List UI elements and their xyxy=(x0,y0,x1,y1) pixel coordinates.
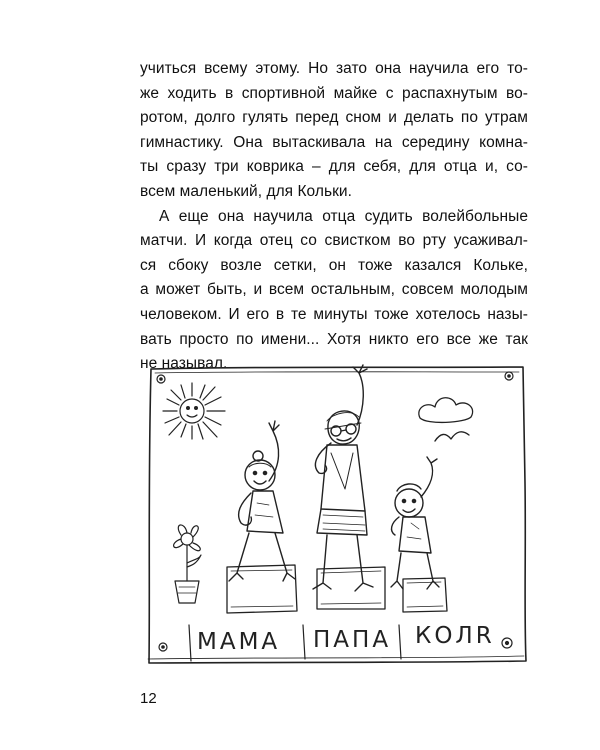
text-line: не называл. xyxy=(140,355,228,373)
text-line: а может быть, и всем остальным, совсем молодым xyxy=(140,281,528,299)
label-papa: ПАПА xyxy=(313,627,392,653)
text-line: всем маленький, для Кольки. xyxy=(140,182,352,200)
text-line: же ходить в спортивной майке с распахнутым во- xyxy=(140,84,528,102)
text-line: ротом, долго гулять перед сном и делать по утрам xyxy=(140,109,528,127)
flower-drawing xyxy=(174,525,201,603)
text-line: матчи. И когда отец со свистком во рту усаживал- xyxy=(140,232,528,250)
text-line: учиться всему этому. Но зато она научила его то- xyxy=(140,60,528,77)
paragraph-1 xyxy=(140,57,528,205)
cloud-drawing xyxy=(419,398,473,423)
text-line: человеком. И его в те минуты тоже хотелось назы- xyxy=(140,305,528,323)
text-line: гимнастику. Она вытаскивала на середину комна- xyxy=(140,133,528,151)
child-drawing-illustration xyxy=(145,363,530,668)
text-line: А еще она научила отца судить волейбольные xyxy=(159,207,528,225)
text-line: вать просто по имени... Хотя никто его все же так xyxy=(140,330,528,348)
exercise-mats xyxy=(227,565,447,613)
text-line: ся сбоку возле сетки, он тоже казался Кольке, xyxy=(140,256,528,274)
sun-drawing xyxy=(163,383,225,439)
paper-sheet-outline xyxy=(148,367,526,663)
papa-figure xyxy=(313,365,373,591)
mama-figure xyxy=(229,421,295,581)
page-number: 12 xyxy=(140,690,157,707)
kolya-figure xyxy=(391,457,439,589)
label-kolya: КОЛR xyxy=(415,623,495,649)
label-mama: МАМА xyxy=(197,629,281,655)
paragraph-2 xyxy=(140,205,528,377)
body-text xyxy=(140,57,528,377)
bird-drawing xyxy=(435,432,469,441)
text-line: ты сразу три коврика – для себя, для отца и, со- xyxy=(140,158,528,176)
